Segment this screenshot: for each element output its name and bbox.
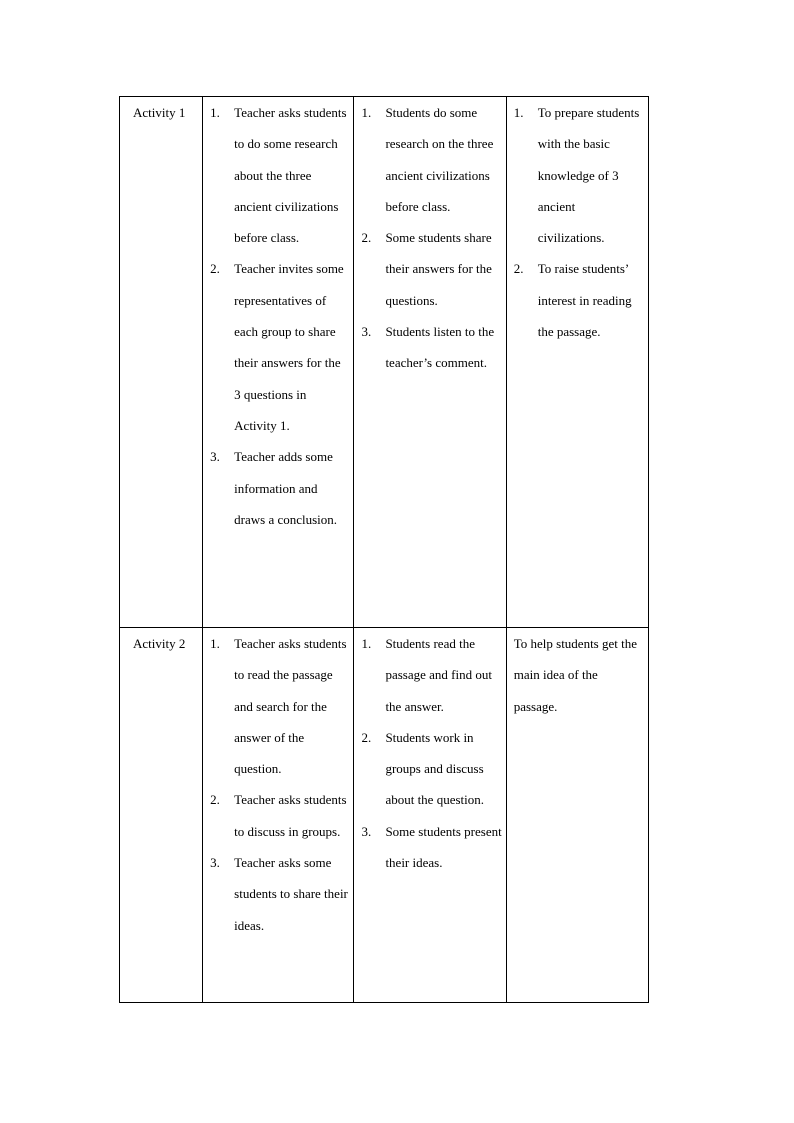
list-number: 3.: [210, 855, 220, 871]
list-item-text: Some students present their ideas.: [385, 823, 502, 871]
teacher-activity-cell: [203, 97, 354, 628]
list-item-text: Students listen to the teacher’s comment.: [385, 324, 495, 371]
list-item-text: Teacher asks students to read the passage and search for the answer of the question.: [234, 636, 347, 777]
purpose-cell: [506, 628, 648, 1003]
teacher-steps-list: [203, 628, 353, 941]
activity-label: Activity 1: [133, 105, 186, 120]
list-item: [203, 847, 353, 941]
teacher-activity-cell: [203, 628, 354, 1003]
list-item: [203, 441, 353, 535]
activity-cell: [120, 628, 203, 1003]
purpose-cell: [506, 97, 648, 628]
list-item-text: Teacher asks students to do some research about the three ancient civilizations before class.: [234, 105, 347, 246]
list-item: [354, 222, 505, 316]
list-item-text: Some students share their answers for the questions.: [385, 230, 492, 308]
list-item: [354, 816, 505, 879]
purpose-list: [507, 97, 648, 347]
list-item-text: Teacher asks some students to share their ideas.: [234, 855, 348, 933]
list-item: [203, 784, 353, 847]
list-number: 1.: [361, 636, 372, 651]
teacher-steps-list: [203, 97, 353, 535]
list-item-text: Students read the passage and find out the answer.: [385, 636, 492, 714]
student-steps-list: [354, 97, 505, 379]
list-number: 1.: [210, 636, 220, 651]
list-number: 2.: [210, 792, 220, 808]
list-item: [203, 253, 353, 441]
table-row: [120, 97, 649, 628]
list-number: 3.: [210, 449, 220, 465]
list-number: 1.: [513, 105, 524, 120]
student-activity-cell: [354, 628, 506, 1003]
list-item-text: Students do some research on the three ancient civilizations before class.: [385, 105, 494, 214]
student-activity-cell: [354, 97, 506, 628]
list-item-text: Students work in groups and discuss about the question.: [385, 729, 485, 808]
list-item-text: To raise students’ interest in reading the passage.: [537, 261, 632, 340]
activity-cell: [120, 97, 203, 628]
list-number: 2.: [361, 230, 372, 246]
list-number: 3.: [361, 324, 372, 340]
list-number: 2.: [210, 261, 220, 277]
table-row: [120, 628, 649, 1003]
list-item-text: Teacher adds some information and draws a conclusion.: [234, 449, 338, 527]
activity-label: Activity 2: [133, 636, 186, 651]
list-item: [354, 722, 505, 816]
purpose-text: To help students get the main idea of the passage.: [513, 636, 638, 714]
list-item: [203, 628, 353, 784]
list-item: [354, 97, 505, 222]
list-number: 3.: [361, 823, 372, 839]
list-item-text: Teacher invites some representatives of each group to share their answers for the 3 questions in Activity 1.: [234, 261, 344, 433]
list-number: 1.: [210, 105, 220, 120]
list-number: 2.: [513, 261, 524, 277]
list-item: [203, 97, 353, 253]
activity-table: [119, 96, 649, 1003]
list-item: [354, 628, 505, 722]
list-item-text: Teacher asks students to discuss in groups.: [234, 792, 347, 839]
list-number: 1.: [361, 105, 372, 120]
list-item: [507, 253, 648, 347]
list-number: 2.: [361, 729, 372, 745]
list-item: [507, 97, 648, 253]
student-steps-list: [354, 628, 505, 878]
list-item-text: To prepare students with the basic knowledge of 3 ancient civilizations.: [537, 105, 640, 246]
list-item: [354, 316, 505, 379]
